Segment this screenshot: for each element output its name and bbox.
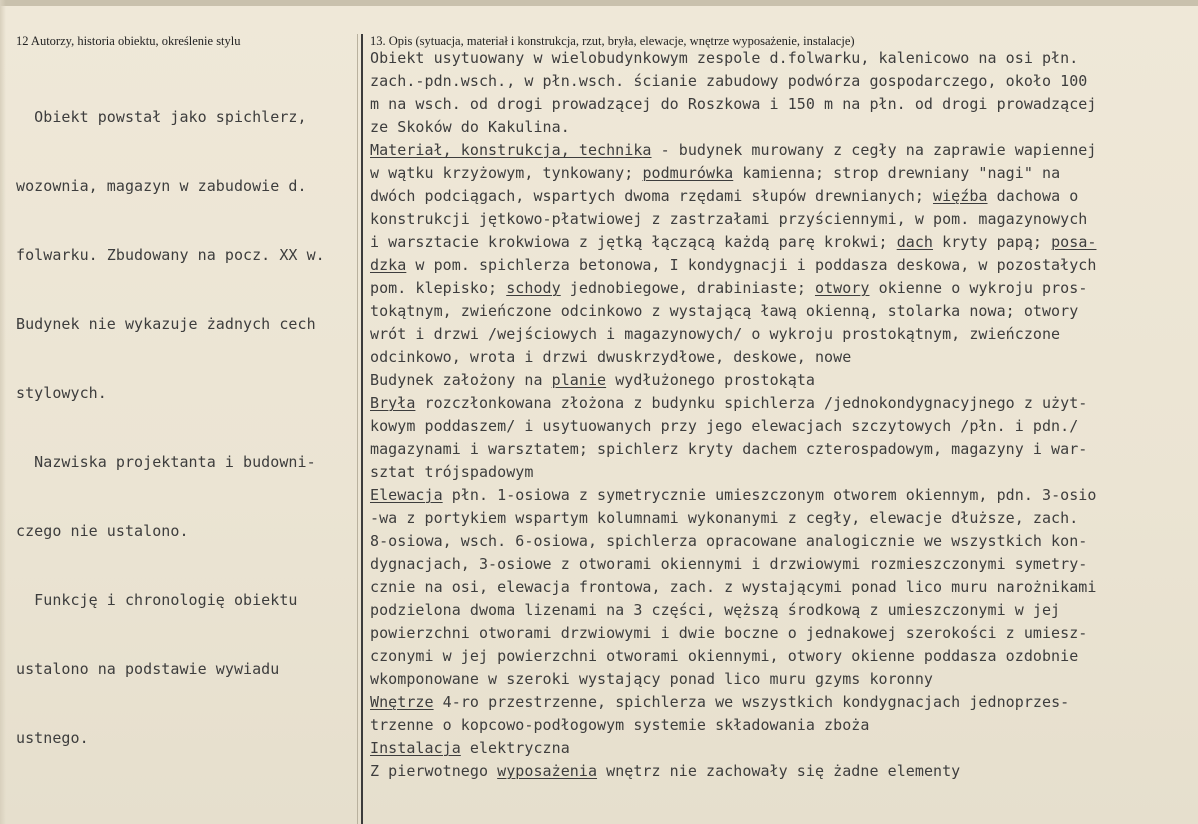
underlined-heading: Bryła [370, 394, 416, 412]
description-line [370, 300, 1096, 323]
description-segment: Z pierwotnego [370, 762, 498, 780]
description-line [370, 47, 1096, 70]
history-line: ustnego. [16, 729, 89, 747]
description-segment: dygnacjach, 3-osiowe z otworami okiennymi i drzwiowymi rozmieszczonymi symetry- [370, 555, 1088, 573]
section-13-header: 13. Opis (sytuacja, materiał i konstrukcja, rzut, bryła, elewacje, wnętrze wyposażenie, instalacje) [370, 34, 855, 48]
description-line [370, 277, 1096, 300]
description-segment: pom. klepisko; [370, 279, 507, 297]
underlined-heading: podmurówka [642, 164, 734, 182]
description-line [370, 93, 1096, 116]
description-segment: i warsztacie krokwiowa z jętką łączącą każdą parę krokwi; [370, 233, 897, 251]
history-line: Budynek nie wykazuje żadnych cech [16, 315, 316, 333]
description-segment: 8-osiowa, wsch. 6-osiowa, spichlerza opracowane analogicznie we wszystkich kon- [370, 532, 1088, 550]
description-segment: -wa z portykiem wspartym kolumnami wykonanymi z cegły, elewacje dłuższe, zach. [370, 509, 1079, 527]
description-segment: powierzchni otworami drzwiowymi i dwie boczne o jednakowej szerokości z umiesz- [370, 624, 1088, 642]
page-edge-shadow [0, 0, 6, 824]
history-line: Obiekt powstał jako spichlerz, [16, 108, 307, 126]
description-line [370, 622, 1096, 645]
description-segment: ze Skoków do Kakulina. [370, 118, 570, 136]
description-line [370, 507, 1096, 530]
description-line [370, 231, 1096, 254]
description-segment: trzenne o kopcowo-podłogowym systemie składowania zboża [370, 716, 870, 734]
description-segment: czonymi w jej powierzchni otworami okiennymi, otwory okienne poddasza ozdobnie [370, 647, 1079, 665]
underlined-heading: dzka [370, 256, 407, 274]
underlined-heading: otwory [814, 279, 870, 297]
description-line [370, 254, 1096, 277]
description-text [370, 47, 1096, 783]
underlined-heading: Instalacja [370, 739, 461, 757]
description-segment: kamienna; strop drewniany "nagi" na [733, 164, 1061, 182]
description-line [370, 484, 1096, 507]
description-segment: wkomponowane w szeroki wystający ponad lico muru gzyms koronny [370, 670, 934, 688]
description-line [370, 737, 1096, 760]
underlined-heading: Materiał, konstrukcja, technika [370, 141, 652, 159]
history-line: folwarku. Zbudowany na pocz. XX w. [16, 246, 325, 264]
history-line: czego nie ustalono. [16, 522, 189, 540]
description-line [370, 70, 1096, 93]
description-segment: Obiekt usytuowany w wielobudynkowym zespole d.folwarku, kalenicowo na osi płn. [370, 49, 1079, 67]
history-text [16, 60, 325, 796]
description-line [370, 369, 1096, 392]
description-segment: rozczłonkowana złożona z budynku spichlerza /jednokondygnacyjnego z użyt- [415, 394, 1088, 412]
description-line [370, 668, 1096, 691]
description-line [370, 760, 1096, 783]
description-segment: m na wsch. od drogi prowadzącej do Roszkowa i 150 m na płn. od drogi prowadzącej [370, 95, 1097, 113]
description-segment: - budynek murowany z cegły na zaprawie wapiennej [651, 141, 1097, 159]
description-segment: odcinkowo, wrota i drzwi dwuskrzydłowe, deskowe, nowe [370, 348, 852, 366]
description-segment: w pom. spichlerza betonowa, I kondygnacji i poddasza deskowa, w pozostałych [406, 256, 1097, 274]
top-edge-rule [0, 0, 1198, 6]
column-divider-shadow [357, 34, 358, 824]
description-segment: sztat trójspadowym [370, 463, 534, 481]
history-line: Funkcję i chronologię obiektu [16, 591, 298, 609]
section-12-header: 12 Autorzy, historia obiektu, określenie stylu [16, 34, 241, 48]
description-segment: podzielona dwoma lizenami na 3 części, węższą środkową z umieszczonymi w jej [370, 601, 1061, 619]
description-line [370, 714, 1096, 737]
description-line [370, 438, 1096, 461]
history-line: wozownia, magazyn w zabudowie d. [16, 177, 307, 195]
underlined-heading: Wnętrze [370, 693, 434, 711]
description-line [370, 185, 1096, 208]
description-line [370, 691, 1096, 714]
description-line [370, 392, 1096, 415]
description-segment: wydłużonego prostokąta [606, 371, 815, 389]
underlined-heading: dach [896, 233, 934, 251]
description-segment: elektryczna [460, 739, 570, 757]
description-line [370, 346, 1096, 369]
history-line: Nazwiska projektanta i budowni- [16, 453, 316, 471]
description-segment: w wątku krzyżowym, tynkowany; [370, 164, 643, 182]
description-line [370, 645, 1096, 668]
description-segment: wrót i drzwi /wejściowych i magazynowych/ o wykroju prostokątnym, zwieńczone [370, 325, 1061, 343]
description-segment: 4-ro przestrzenne, spichlerza we wszystkich kondygnacjach jednoprzes- [433, 693, 1070, 711]
description-line [370, 162, 1096, 185]
description-line [370, 323, 1096, 346]
description-segment: konstrukcji jętkowo-płatwiowej z zastrzałami przyściennymi, w pom. magazynowych [370, 210, 1088, 228]
description-segment: zach.-pdn.wsch., w płn.wsch. ścianie zabudowy podwórza gospodarczego, około 100 [370, 72, 1088, 90]
description-line [370, 576, 1096, 599]
description-line [370, 139, 1096, 162]
description-segment: kryty papą; [933, 233, 1052, 251]
description-segment: dwóch podciągach, wspartych dwoma rzędami słupów drewnianych; [370, 187, 934, 205]
underlined-heading: posa- [1051, 233, 1097, 251]
underlined-heading: planie [551, 371, 607, 389]
description-segment: okienne o wykroju pros- [869, 279, 1088, 297]
underlined-heading: Elewacja [370, 486, 443, 504]
description-segment: jednobiegowe, drabiniaste; [560, 279, 815, 297]
history-line: stylowych. [16, 384, 107, 402]
description-segment: tokątnym, zwieńczone odcinkowo z wystającą ławą okienną, stolarka nowa; otwory [370, 302, 1079, 320]
description-line [370, 208, 1096, 231]
history-line: ustalono na podstawie wywiadu [16, 660, 280, 678]
description-segment: płn. 1-osiowa z symetrycznie umieszczonym otworem okiennym, pdn. 3-osio [442, 486, 1097, 504]
description-line [370, 553, 1096, 576]
description-segment: wnętrz nie zachowały się żadne elementy [597, 762, 961, 780]
description-segment: kowym poddaszem/ i usytuowanych przy jego elewacjach szczytowych /płn. i pdn./ [370, 417, 1079, 435]
description-line [370, 116, 1096, 139]
description-segment: Budynek założony na [370, 371, 552, 389]
description-line [370, 599, 1096, 622]
column-divider [361, 34, 363, 824]
description-segment: dachowa o [987, 187, 1079, 205]
description-line [370, 461, 1096, 484]
description-line [370, 530, 1096, 553]
description-segment: magazynami i warsztatem; spichlerz kryty dachem czterospadowym, magazyny i war- [370, 440, 1088, 458]
description-segment: cznie na osi, elewacja frontowa, zach. z wystającymi ponad lico muru narożnikami [370, 578, 1097, 596]
underlined-heading: schody [506, 279, 561, 297]
underlined-heading: więźba [933, 187, 988, 205]
underlined-heading: wyposażenia [497, 762, 598, 780]
description-line [370, 415, 1096, 438]
